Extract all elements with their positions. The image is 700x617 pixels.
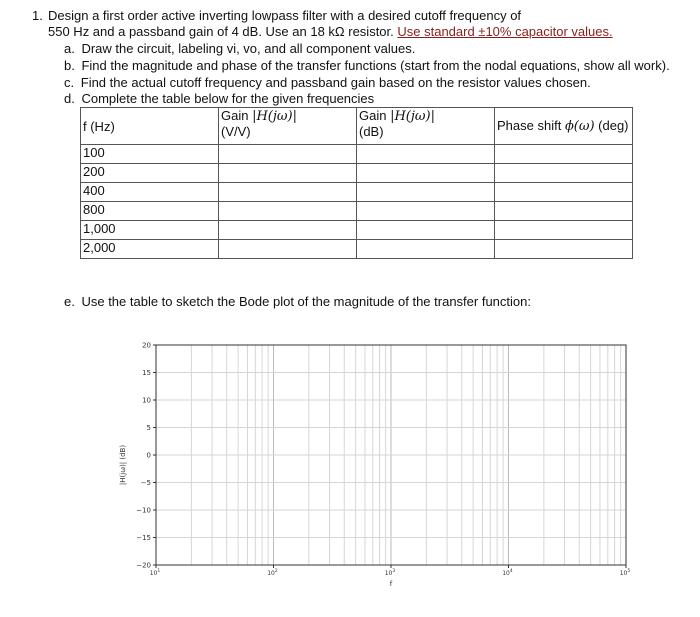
freq-cell: 1,000	[81, 221, 219, 240]
y-tick-label: 20	[142, 341, 151, 350]
capacitor-values-link[interactable]: Use standard ±10% capacitor values.	[397, 24, 613, 39]
x-tick-label: $10^1$	[149, 569, 161, 577]
part-e-text: Use the table to sketch the Bode plot of the magnitude of the transfer function:	[81, 294, 531, 309]
y-tick-label: 0	[146, 451, 151, 460]
y-tick-label: 15	[142, 369, 151, 377]
header-frequency-label: f (Hz)	[83, 118, 115, 134]
x-tick-exponent: 5	[627, 569, 631, 574]
y-tick-label: 10	[142, 396, 151, 405]
y-tick-label: −20	[136, 561, 151, 570]
y-tick-label: −15	[136, 534, 151, 542]
x-tick-label: $10^4$	[502, 569, 513, 577]
part-e-label: e.	[64, 294, 75, 309]
part-b-text: Find the magnitude and phase of the transfer functions (start from the nodal equations, show all work).	[81, 58, 670, 73]
y-axis-label: |H(jω)| (dB)	[119, 444, 127, 486]
header-phase-math: ϕ(ω)	[564, 119, 595, 134]
freq-cell: 200	[81, 164, 219, 183]
problem-line-2-text: 550 Hz and a passband gain of 4 dB. Use an 18 kΩ resistor.	[48, 24, 398, 39]
y-tick-label: −5	[140, 479, 151, 487]
problem-number: 1.	[32, 8, 43, 23]
header-gain-vv-unit: (V/V)	[221, 124, 251, 139]
header-gain-db-prefix: Gain	[359, 108, 391, 123]
header-phase-suffix: (deg)	[594, 118, 629, 133]
part-d-text: Complete the table below for the given frequencies	[81, 91, 375, 106]
x-tick-exponent: 2	[274, 569, 278, 574]
header-phase-prefix: Phase shift	[497, 118, 565, 133]
header-gain-db-math: |H(jω)|	[390, 109, 435, 124]
part-c-label: c.	[64, 75, 75, 90]
freq-cell: 800	[81, 202, 219, 221]
x-tick-label: $10^5$	[619, 569, 631, 577]
y-tick-label: −10	[136, 506, 151, 515]
freq-cell: 400	[81, 183, 219, 202]
part-a-text: Draw the circuit, labeling vi, vo, and all component values.	[81, 41, 416, 56]
freq-cell: 100	[81, 145, 219, 164]
header-gain-vv-math: |H(jω)|	[252, 109, 297, 124]
freq-cell: 2,000	[81, 240, 219, 259]
x-tick-exponent: 1	[157, 569, 161, 574]
part-b-label: b.	[64, 58, 75, 73]
grid-layer	[156, 345, 626, 565]
x-tick-label: $10^2$	[267, 569, 278, 577]
x-tick-exponent: 3	[392, 569, 396, 574]
x-tick-exponent: 4	[509, 569, 513, 574]
problem-line-1: Design a first order active inverting lowpass filter with a desired cutoff frequency of	[48, 8, 522, 23]
part-a-label: a.	[64, 41, 75, 56]
part-c-text: Find the actual cutoff frequency and passband gain based on the resistor values chosen.	[80, 75, 591, 90]
header-gain-db-unit: (dB)	[359, 124, 384, 139]
header-gain-vv-prefix: Gain	[221, 108, 253, 123]
x-axis-label: f	[389, 580, 393, 588]
y-tick-label: 5	[146, 424, 151, 432]
x-tick-label: $10^3$	[384, 569, 396, 577]
tick-layer	[136, 342, 630, 578]
part-d-label: d.	[64, 91, 75, 106]
